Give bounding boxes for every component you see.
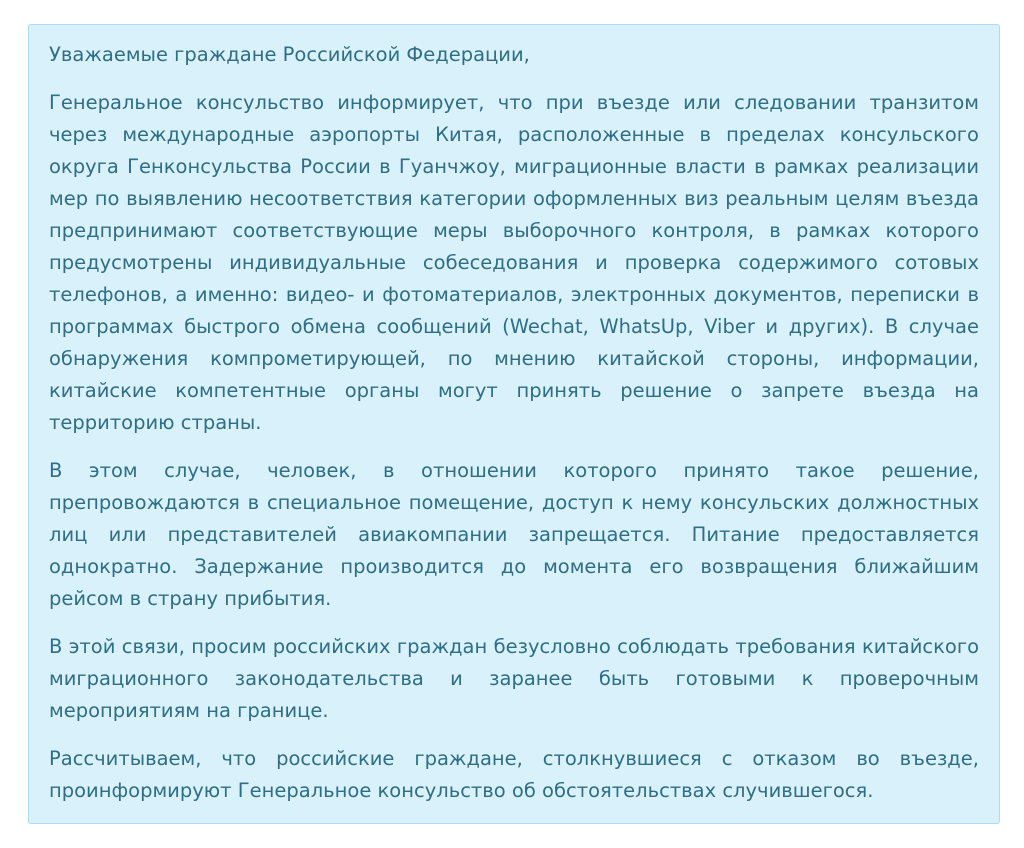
notice-paragraph: В этой связи, просим российских граждан безусловно соблюдать требования китайского миграционного законодательства и заранее быть готовыми к проверочным мероприятиям на границе. <box>49 635 979 722</box>
notice-greeting: Уважаемые граждане Российской Федерации, <box>49 43 530 66</box>
notice-paragraph: Генеральное консульство информирует, что при въезде или следовании транзитом через международные аэропорты Китая, расположенные в пределах консульского округа Генконсульства России в Гуанчжоу, миграционные власти в рамках реализации мер по выявлению несоответствия категории оформленных виз реальным целям въезда предпринимают соответствующие меры выборочного контроля, в рамках которого предусмотрены индивидуальные собеседования и проверка содержимого сотовых телефонов, а именно: видео- и фотоматериалов, электронных документов, переписки в программах быстрого обмена сообщений (Wechat, WhatsUp, Viber и других). В случае обнаружения компрометирующей, по мнению китайской стороны, информации, китайские компетентные органы могут принять решение о запрете въезда на территорию страны. <box>49 91 979 434</box>
notice-paragraph: Рассчитываем, что российские граждане, столкнувшиеся с отказом во въезде, проинформируют Генеральное консульство об обстоятельствах случившегося. <box>49 747 979 802</box>
info-notice-box <box>28 24 1000 824</box>
notice-paragraph: В этом случае, человек, в отношении которого принято такое решение, препровождаются в специальное помещение, доступ к нему консульских должностных лиц или представителей авиакомпании запрещается. Питание предоставляется однократно. Задержание производится до момента его возвращения ближайшим рейсом в страну прибытия. <box>49 459 979 610</box>
